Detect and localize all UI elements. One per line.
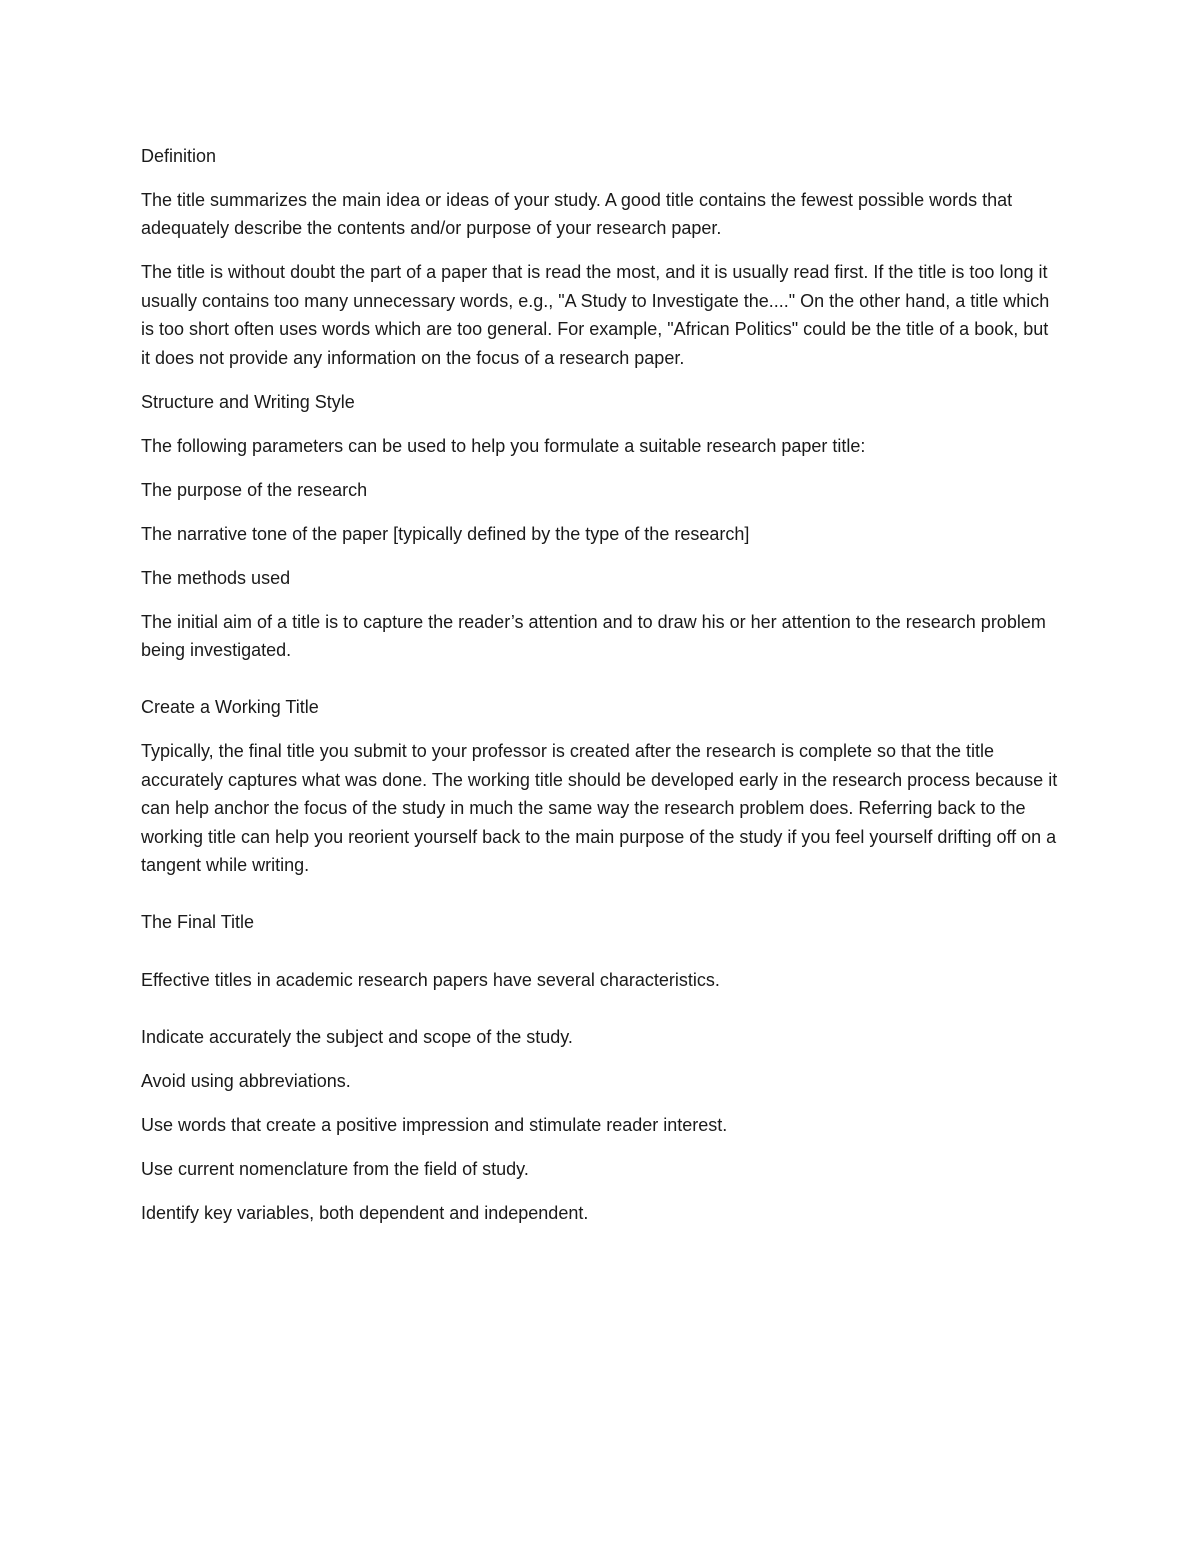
paragraph-title-length: The title is without doubt the part of a paper that is read the most, and it is usually read first. If the title is too long it usually contains too many unnecessary words, e.g., "A Study to Investigate the...." On the other hand, a title which is too short often uses words which are too general. For example, "African Politics" could be the title of a book, but it does not provide any information on the focus of a research paper. xyxy=(141,262,1050,368)
paragraph-parameters-intro: The following parameters can be used to help you formulate a suitable research paper title: xyxy=(141,435,866,456)
list-item-current-nomenclature: Use current nomenclature from the field of study. xyxy=(141,1159,529,1180)
paragraph-initial-aim: The initial aim of a title is to capture the reader’s attention and to draw his or her attention to the research problem being investigated. xyxy=(141,611,1046,661)
list-item-methods: The methods used xyxy=(141,567,291,588)
list-item-avoid-abbreviations: Avoid using abbreviations. xyxy=(141,1071,351,1092)
paragraph-working-title: Typically, the final title you submit to your professor is created after the research is complete so that the title accurately captures what was done. The working title should be developed early in the research process because it can help anchor the focus of the study in much the same way the research problem does. Referring back to the working title can help you reorient yourself back to the main purpose of the study if you feel yourself drifting off on a tangent while writing. xyxy=(141,741,1058,876)
list-item-positive-impression: Use words that create a positive impression and stimulate reader interest. xyxy=(141,1115,728,1136)
list-item-purpose: The purpose of the research xyxy=(141,479,368,500)
list-item-narrative-tone: The narrative tone of the paper [typically defined by the type of the research] xyxy=(141,523,750,544)
heading-structure-writing-style: Structure and Writing Style xyxy=(141,391,355,412)
paragraph-title-summary: The title summarizes the main idea or ideas of your study. A good title contains the fewest possible words that adequately describe the contents and/or purpose of your research paper. xyxy=(141,190,1013,239)
heading-definition: Definition xyxy=(141,146,217,166)
heading-final-title: The Final Title xyxy=(141,912,255,933)
heading-working-title: Create a Working Title xyxy=(141,697,319,718)
paragraph-effective-titles: Effective titles in academic research papers have several characteristics. xyxy=(141,969,720,990)
list-item-indicate-subject: Indicate accurately the subject and scope of the study. xyxy=(141,1027,573,1048)
document-body xyxy=(141,142,1061,1243)
list-item-key-variables: Identify key variables, both dependent and independent. xyxy=(141,1203,589,1224)
